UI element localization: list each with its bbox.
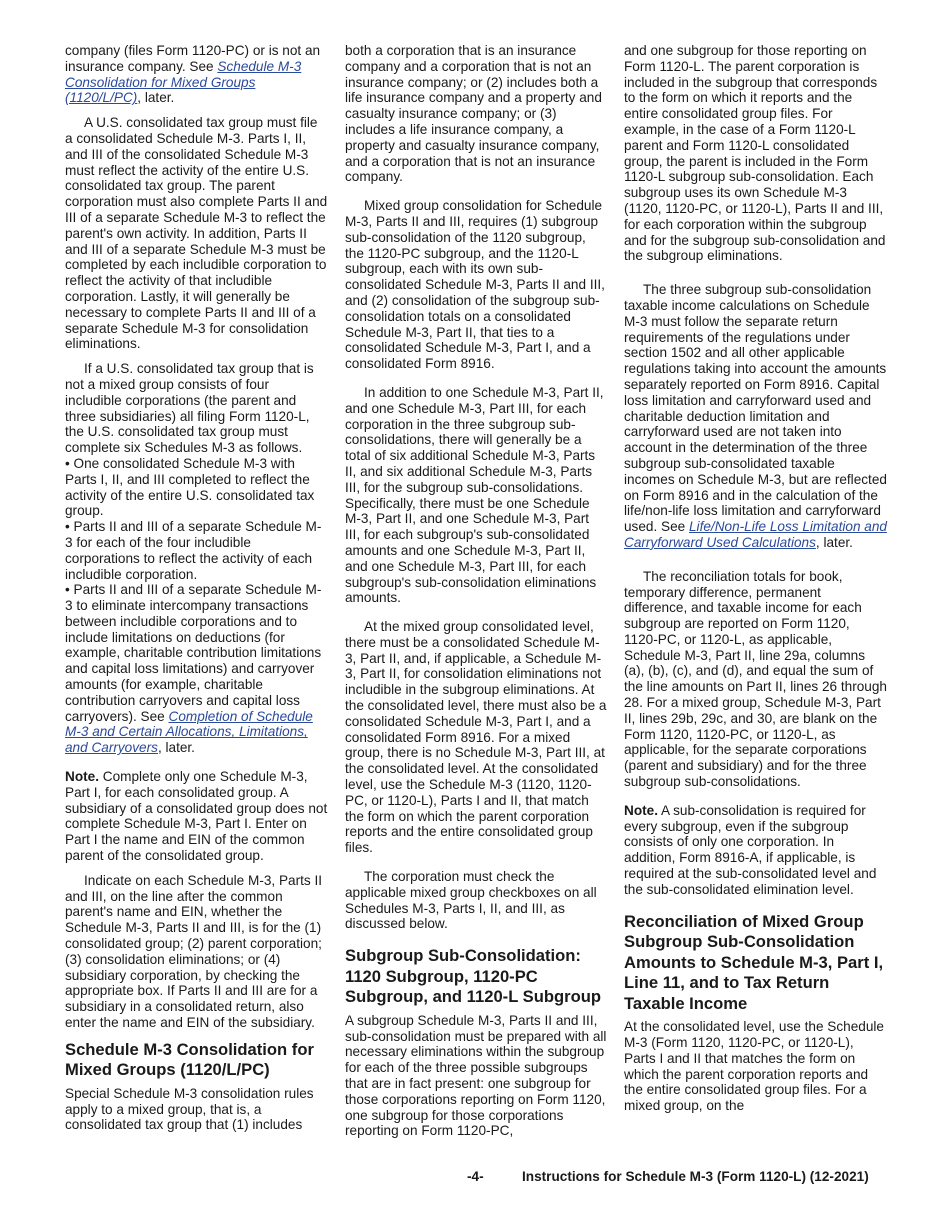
paragraph: and one subgroup for those reporting on Form 1120-L. The parent corporation is included in the subgroup that corresponds to the form on which it reports and the entire consolidated group files. For example, in the case of a Form 1120-L parent and Form 1120-L consolidated group, the parent is included in the Form 1120-L subgroup sub-consolidation. Each subgroup uses its own Schedule M-3 (1120, 1120-PC, or 1120-L), Parts II and III, for each corporation within the subgroup and for the subgroup sub-consolidation and the subgroup eliminations. (624, 43, 886, 264)
bullet-item: • One consolidated Schedule M-3 with Parts I, II, and III completed to reflect the activity of the entire U.S. consolidated tax group. (65, 455, 315, 519)
paragraph: company (files Form 1120-PC) or is not an insurance company. See Schedule M-3 Consolidation for Mixed Groups (1120/L/PC), later. (65, 43, 321, 106)
paragraph: In addition to one Schedule M-3, Part II, and one Schedule M-3, Part III, for each corporation in the three subgroup sub-consolidations, there will generally be a total of six additional Schedule M-3, Parts II, and six additional Schedule M-3, Parts III, for the subgroup sub-consolidations. Specifically, there must be one Schedule M-3, Part II, and one Schedule M-3, Part III, for each subgroup's sub-consolidated amounts and one Schedule M-3, Part II, and one Schedule M-3, Part III, for each subgroup's sub-consolidation eliminations amounts. (345, 384, 604, 606)
document-title: Instructions for Schedule M-3 (Form 1120-L) (12-2021) (522, 1169, 869, 1184)
paragraph: The three subgroup sub-consolidation taxable income calculations on Schedule M-3 must follow the separate return requirements of the regulations under section 1502 and all other applicable regulations taking into account the amounts separately reported on Form 8916. Capital loss limitation and carryforward used and charitable deduction limitation and carryforward used are not taken into account in the determination of the three subgroup sub-consolidated taxable incomes on Schedule M-3, but are reflected on Form 8916 and in the calculation of the life/non-life loss limitation and carryforward used. See Life/Non-Life Loss Limitation and Carryforward Used Calculations, later. (624, 282, 887, 550)
paragraph: Special Schedule M-3 consolidation rules apply to a mixed group, that is, a consolidated tax group that (1) includes (65, 1085, 314, 1133)
paragraph: A subgroup Schedule M-3, Parts II and III, sub-consolidation must be prepared with all necessary eliminations within the subgroup for each of the three possible subgroups that are in fact present: one subgroup for those corporations reporting on Form 1120, one subgroup for those corporations reporting on Form 1120-PC, (345, 1012, 607, 1139)
note-label: Note. (624, 802, 658, 818)
section-heading: Schedule M-3 Consolidation for Mixed Groups (1120/L/PC) (65, 1039, 314, 1080)
paragraph: At the consolidated level, use the Schedule M-3 (Form 1120, 1120-PC, or 1120-L), Parts I and II that matches the form on which the parent corporation reports and the entire consolidated group files. For a mixed group, on the (624, 1019, 884, 1114)
column-1 (65, 43, 328, 1142)
paragraph: At the mixed group consolidated level, there must be a consolidated Schedule M-3, Part II, and, if applicable, a Schedule M-3, Part II, for consolidation eliminations not includible in the subgroup eliminations. At the consolidated level, there must also be a consolidated Schedule M-3, Part I, and a consolidated Form 8916. For a mixed group, there is no Schedule M-3, Part III, at the consolidated level. At the consolidated level, use the Schedule M-3 (1120, 1120-PC, or 1120-L), Parts I and II, that match the form on which the parent corporation reports and the entire consolidated group files. (345, 619, 607, 856)
paragraph: Indicate on each Schedule M-3, Parts II and III, on the line after the common parent's name and EIN, whether the Schedule M-3, Parts II and III, is for the (1) consolidated group; (2) parent corporation; (3) consolidation eliminations; or (4) subsidiary corporation, by checking the appropriate box. If Parts II and III are for a subsidiary in a consolidated return, also enter the name and EIN of the subsidiary. (65, 872, 323, 1031)
paragraph: If a U.S. consolidated tax group that is not a mixed group consists of four includible corporations (the parent and three subsidiaries) all filing Form 1120-L, the U.S. consolidated tax group must complete six Schedules M-3 as follows. (65, 361, 314, 456)
section-heading: Subgroup Sub-Consolidation: 1120 Subgroup, 1120-PC Subgroup, and 1120-L Subgroup (345, 946, 601, 1007)
paragraph: both a corporation that is an insurance company and a corporation that is not an insurance company; or (2) includes both a life insurance company and a property and casualty insurance company; or (3) includes a life insurance company, a property and casualty insurance company, and a corporation that is not an insurance company. (345, 43, 602, 185)
note: Note. A sub-consolidation is required for every subgroup, even if the subgroup consists of only one corporation. In addition, Form 8916-A, if applicable, is required at the sub-consolidated level and the sub-consolidated elimination level. (624, 802, 877, 897)
paragraph: The reconciliation totals for book, temporary difference, permanent difference, and taxable income for each subgroup are reported on Form 1120, 1120-PC, or 1120-L, as applicable, Schedule M-3, Part II, line 29a, columns (a), (b), (c), and (d), and equal the sum of the line amounts on Part II, lines 26 through 28. For a mixed group, Schedule M-3, Part II, lines 29b, 29c, and 30, are blank on the Form 1120, 1120-PC, or 1120-L, as applicable, for the separate corporations (parent and subsidiary) and for the three subgroup sub-consolidations. (624, 568, 887, 790)
bullet-icon: • (65, 582, 70, 598)
paragraph: A U.S. consolidated tax group must file a consolidated Schedule M-3. Parts I, II, and III of the consolidated Schedule M-3 must reflect the activity of the entire U.S. consolidated tax group. The parent corporation must also complete Parts II and III of a separate Schedule M-3 to reflect the parent's own activity. In addition, Parts II and III of a separate Schedule M-3 must be completed by each includible corporation to reflect the activity of that includible corporation. Lastly, it will generally be necessary to complete Parts II and III of a separate Schedule M-3 for consolidation eliminations. (65, 115, 328, 352)
note-label: Note. (65, 769, 99, 785)
paragraph: The corporation must check the applicable mixed group checkboxes on all Schedules M-3, Parts I, II, and III, as discussed below. (345, 869, 597, 932)
section-heading: Reconciliation of Mixed Group Subgroup Sub-Consolidation Amounts to Schedule M-3, Part I, Line 11, and to Tax Return Taxable Income (624, 911, 884, 1013)
link-mixed-groups[interactable]: Schedule M-3 Consolidation for Mixed Groups (1120/L/PC) (65, 58, 302, 106)
link-completion-of-schedule[interactable]: Completion of Schedule M-3 and Certain Allocations, Limitations, and Carryovers (65, 708, 313, 756)
page-number: -4- (467, 1169, 484, 1184)
bullet-item: • Parts II and III of a separate Schedule M-3 to eliminate intercompany transactions between includible corporations and to include limitations on deductions (for example, charitable contribution limitations and capital loss limitations) and carryover amounts (for example, charitable contribution carryovers and capital loss carryovers). See Completion of Schedule M-3 and Certain Allocations, Limitations, and Carryovers, later. (65, 582, 322, 756)
paragraph: Mixed group consolidation for Schedule M-3, Parts II and III, requires (1) subgroup sub-consolidation of the 1120 subgroup, the 1120-PC subgroup, and the 1120-L subgroup, each with its own sub-consolidated Schedule M-3, Parts II and III, and (2) consolidation of the subgroup sub-consolidation totals on a consolidated Schedule M-3, Part II, that ties to a consolidated Schedule M-3, Part I, and a consolidated Form 8916. (345, 198, 605, 372)
column-3 (624, 43, 887, 1123)
link-life-nonlife-loss[interactable]: Life/Non-Life Loss Limitation and Carryforward Used Calculations (624, 519, 887, 550)
bullet-item: • Parts II and III of a separate Schedule M-3 for each of the four includible corporations to reflect the activity of each includible corporation. (65, 519, 322, 582)
column-2 (345, 43, 607, 1148)
note: Note. Complete only one Schedule M-3, Part I, for each consolidated group. A subsidiary of a consolidated group does not complete Schedule M-3, Part I. Enter on Part I the name and EIN of the common parent of the consolidated group. (65, 769, 328, 864)
bullet-icon: • (65, 519, 70, 535)
bullet-icon: • (65, 455, 70, 471)
